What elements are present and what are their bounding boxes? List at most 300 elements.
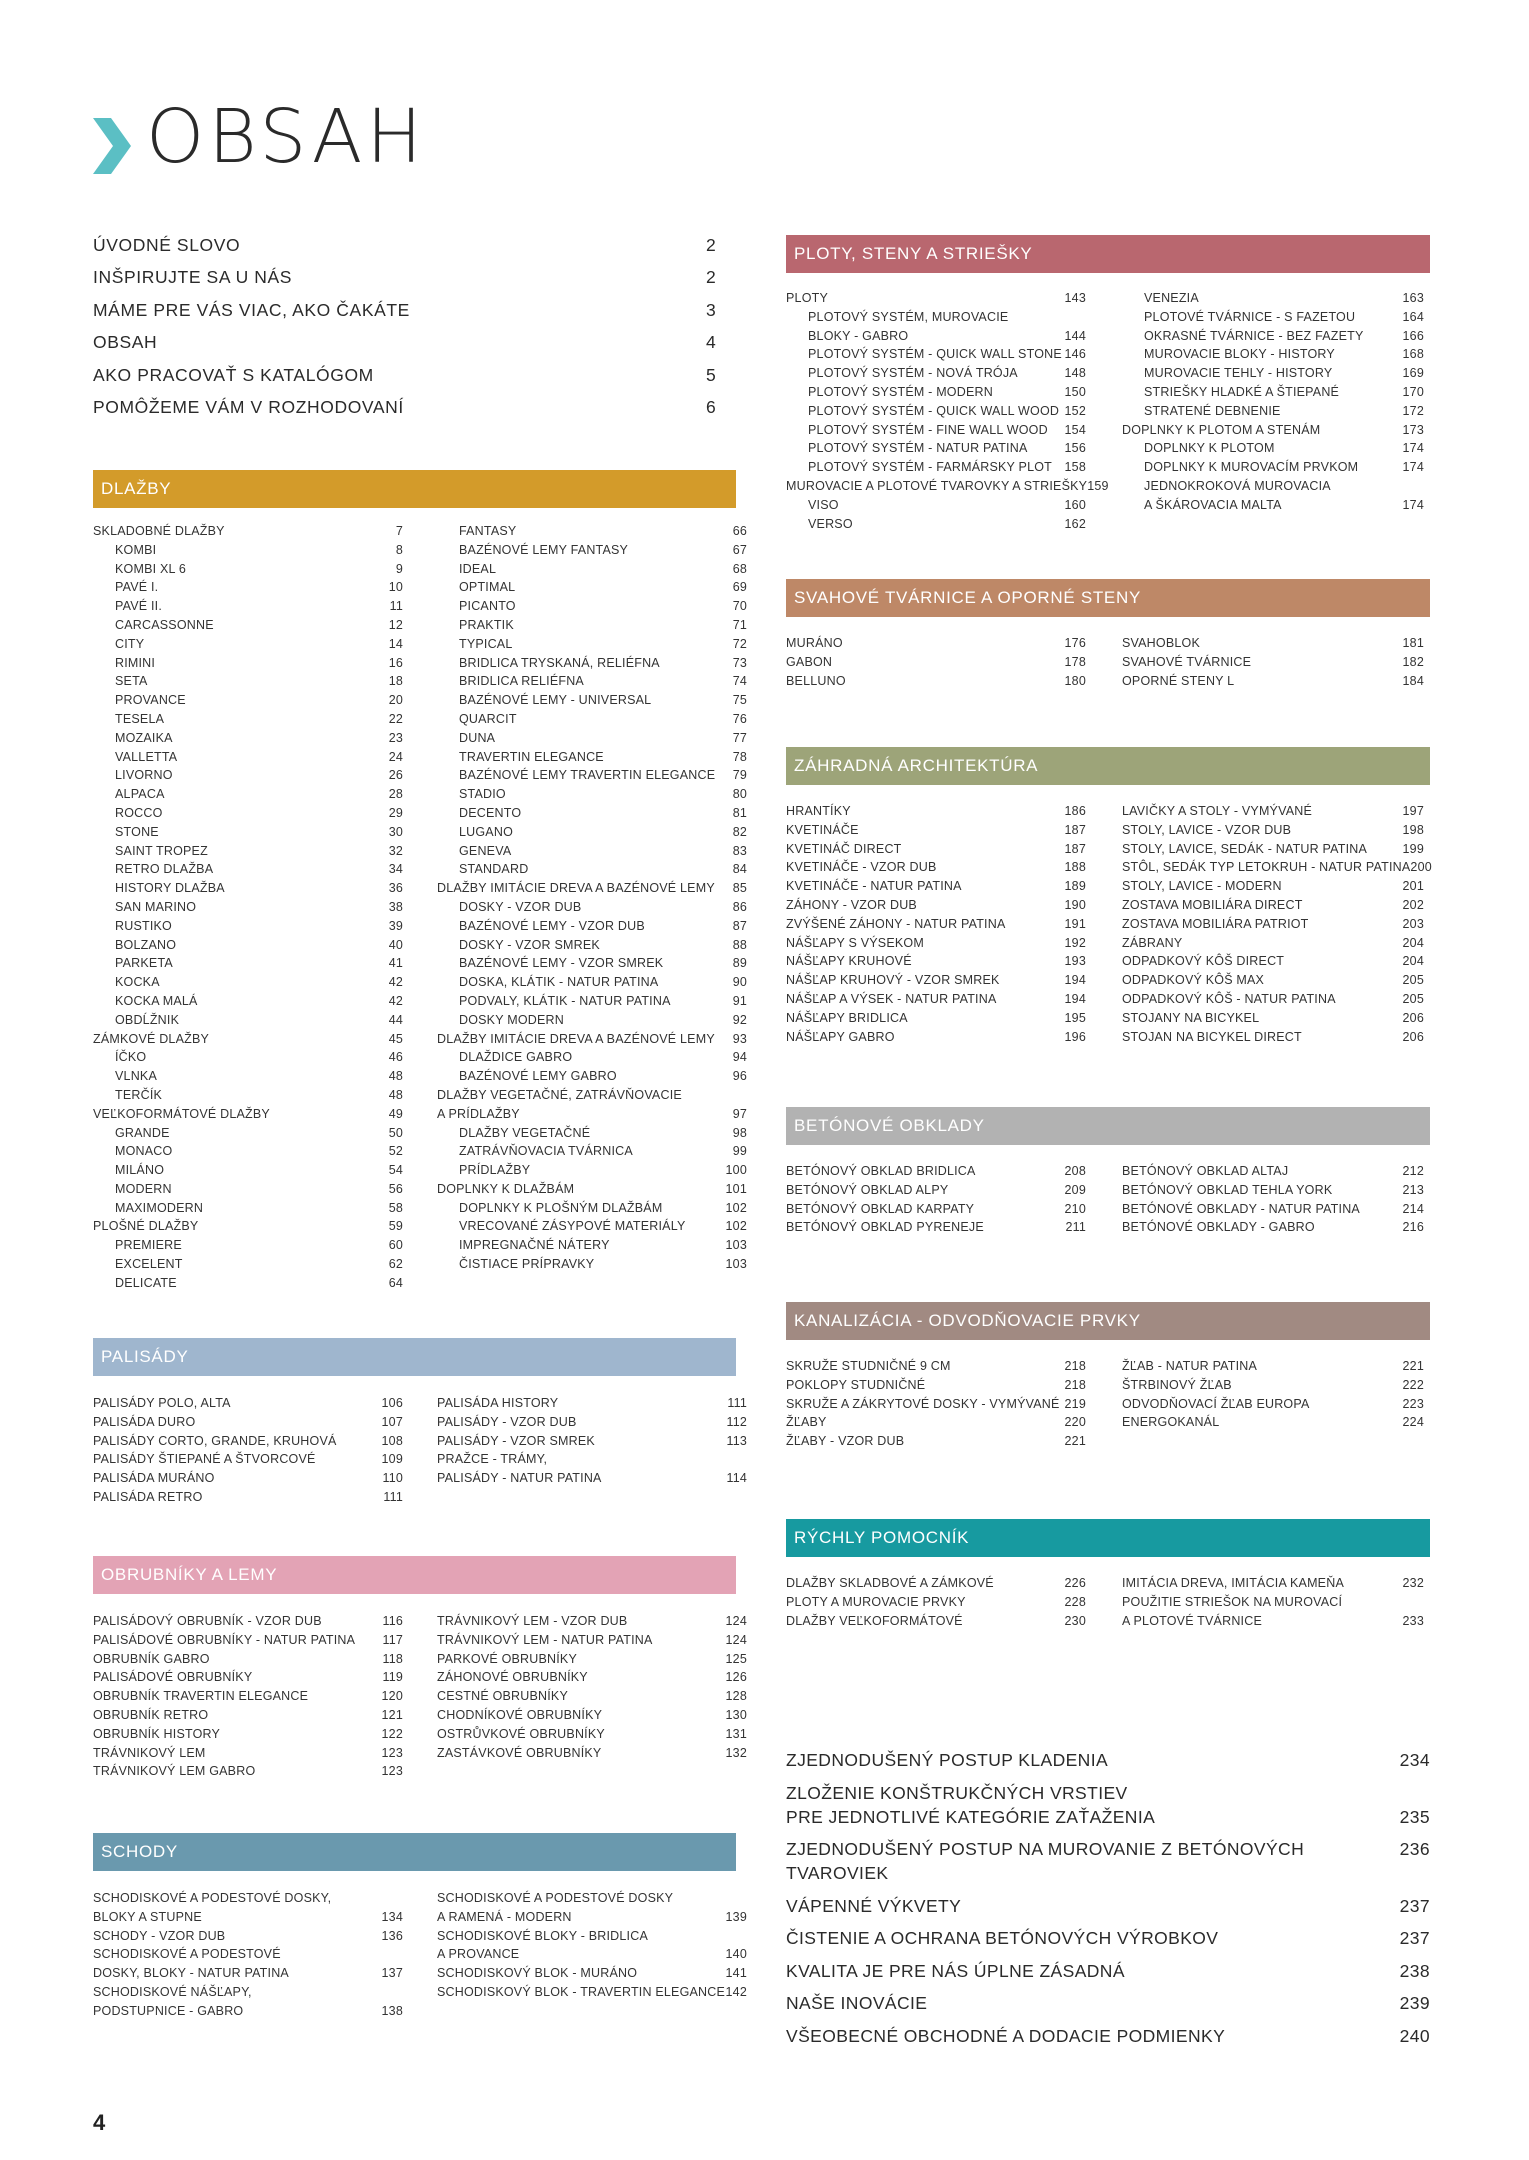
toc-entry[interactable] <box>437 842 747 861</box>
toc-entry-title: ÚVODNÉ SLOVO <box>93 235 241 255</box>
toc-entry[interactable] <box>93 879 403 898</box>
toc-entry[interactable] <box>1122 971 1424 990</box>
toc-entry[interactable] <box>93 1469 403 1488</box>
toc-entry[interactable] <box>1122 289 1424 308</box>
toc-entry-title: TRÁVNIKOVÝ LEM - NATUR PATINA <box>437 1632 653 1647</box>
toc-entry[interactable] <box>437 1612 747 1631</box>
toc-entry[interactable] <box>786 515 1086 534</box>
toc-entry[interactable] <box>437 1450 747 1469</box>
toc-entry[interactable] <box>437 1255 747 1274</box>
toc-entry[interactable] <box>1122 952 1424 971</box>
toc-entry[interactable] <box>437 578 747 597</box>
toc-entry[interactable] <box>786 1413 1086 1432</box>
toc-entry[interactable] <box>93 522 403 541</box>
toc-entry[interactable] <box>786 308 1086 327</box>
toc-entry[interactable] <box>93 917 403 936</box>
toc-entry[interactable] <box>437 1161 747 1180</box>
toc-entry[interactable] <box>93 898 403 917</box>
toc-entry[interactable] <box>437 898 747 917</box>
toc-entry[interactable] <box>93 1011 403 1030</box>
toc-entry[interactable] <box>93 235 736 267</box>
toc-entry[interactable] <box>93 1927 403 1946</box>
toc-entry[interactable] <box>437 973 747 992</box>
toc-entry[interactable] <box>786 1612 1086 1631</box>
section-header-betonove <box>786 1107 1430 1145</box>
toc-entry[interactable] <box>786 289 1086 308</box>
toc-entry[interactable] <box>1122 990 1424 1009</box>
toc-entry[interactable] <box>437 1048 747 1067</box>
toc-entry-title: STÔL, SEDÁK TYP LETOKRUH - NATUR PATINA <box>1122 860 1411 875</box>
toc-entry[interactable] <box>786 2024 1430 2048</box>
toc-entry[interactable] <box>437 1687 747 1706</box>
toc-entry-title: BELLUNO <box>786 673 846 688</box>
toc-entry[interactable] <box>93 729 403 748</box>
toc-entry-title: MUROVACIE BLOKY - HISTORY <box>1144 347 1335 362</box>
toc-entry[interactable] <box>93 267 736 299</box>
toc-entry[interactable] <box>93 1889 403 1908</box>
toc-entry-page: 117 <box>382 1632 403 1647</box>
toc-entry[interactable] <box>786 402 1086 421</box>
toc-entry[interactable] <box>93 1945 403 1964</box>
toc-entry-title: PLOŠNÉ DLAŽBY <box>93 1219 199 1234</box>
toc-entry-page: 18 <box>388 674 403 689</box>
toc-entry[interactable] <box>786 952 1086 971</box>
toc-entry[interactable] <box>437 1964 747 1983</box>
toc-entry[interactable] <box>93 710 403 729</box>
toc-entry[interactable] <box>437 1142 747 1161</box>
toc-entry-page: 58 <box>388 1200 403 1215</box>
toc-entry-page: 74 <box>732 674 747 689</box>
toc-entry-page: 168 <box>1402 347 1424 362</box>
toc-entry[interactable] <box>93 860 403 879</box>
toc-entry[interactable] <box>1122 496 1424 515</box>
toc-entry-title: NÁŠĽAPY GABRO <box>786 1029 895 1044</box>
section-title: ZÁHRADNÁ ARCHITEKTÚRA <box>794 756 1039 775</box>
toc-entry[interactable] <box>786 458 1086 477</box>
toc-entry[interactable] <box>786 1894 1430 1918</box>
toc-entry[interactable] <box>437 729 747 748</box>
toc-entry-page: 48 <box>388 1069 403 1084</box>
toc-entry[interactable] <box>786 364 1086 383</box>
toc-entry[interactable] <box>1122 1357 1424 1376</box>
toc-entry-title: OKRASNÉ TVÁRNICE - BEZ FAZETY <box>1144 328 1364 343</box>
toc-entry-page: 88 <box>732 937 747 952</box>
toc-entry[interactable] <box>437 1631 747 1650</box>
toc-entry[interactable] <box>437 672 747 691</box>
toc-entry-title: PALISÁDOVÉ OBRUBNÍKY - NATUR PATINA <box>93 1632 356 1647</box>
toc-entry[interactable] <box>93 842 403 861</box>
toc-entry[interactable] <box>786 634 1086 653</box>
toc-entry[interactable] <box>437 1413 747 1432</box>
toc-entry[interactable] <box>1122 308 1424 327</box>
toc-entry[interactable] <box>437 879 747 898</box>
toc-entry[interactable] <box>93 1236 403 1255</box>
toc-entry[interactable] <box>437 1889 747 1908</box>
toc-entry[interactable] <box>786 1009 1086 1028</box>
toc-entry[interactable] <box>786 858 1086 877</box>
toc-entry-title: VŠEOBECNÉ OBCHODNÉ A DODACIE PODMIENKY <box>786 2025 1226 2046</box>
toc-entry[interactable] <box>437 1432 747 1451</box>
toc-entry[interactable] <box>1122 421 1424 440</box>
toc-entry[interactable] <box>93 1142 403 1161</box>
toc-entry[interactable] <box>786 653 1086 672</box>
toc-entry[interactable] <box>93 1217 403 1236</box>
toc-entry[interactable] <box>786 1837 1430 1885</box>
toc-entry[interactable] <box>786 915 1086 934</box>
toc-entry[interactable] <box>1122 1413 1424 1432</box>
toc-entry[interactable] <box>786 1395 1086 1414</box>
toc-entry[interactable] <box>93 992 403 1011</box>
toc-entry-page: 148 <box>1064 366 1086 381</box>
toc-entry[interactable] <box>437 1983 747 2002</box>
toc-entry[interactable] <box>1122 672 1424 691</box>
toc-entry[interactable] <box>1122 439 1424 458</box>
toc-entry-page <box>727 1450 747 1469</box>
toc-entry[interactable] <box>93 1086 403 1105</box>
toc-entry[interactable] <box>93 1105 403 1124</box>
toc-entry[interactable] <box>93 785 403 804</box>
toc-entry-title: EXCELENT <box>115 1257 183 1272</box>
toc-entry[interactable] <box>786 1959 1430 1983</box>
toc-entry[interactable] <box>93 1432 403 1451</box>
toc-entry[interactable] <box>786 1574 1086 1593</box>
toc-entry[interactable] <box>437 1199 747 1218</box>
toc-entry[interactable] <box>786 383 1086 402</box>
toc-entry[interactable] <box>437 766 747 785</box>
toc-entry-page: 60 <box>388 1238 403 1253</box>
toc-entry[interactable] <box>786 990 1086 1009</box>
toc-entry-page: 82 <box>732 824 747 839</box>
toc-entry[interactable] <box>786 496 1086 515</box>
toc-entry[interactable] <box>1122 383 1424 402</box>
toc-entry-title: KOMBI <box>115 542 157 557</box>
toc-entry[interactable] <box>93 1488 403 1507</box>
toc-entry-title: DLAŽBY VEGETAČNÉ, ZATRÁVŇOVACIE <box>437 1087 682 1102</box>
toc-entry[interactable] <box>786 1181 1086 1200</box>
toc-entry[interactable] <box>1122 653 1424 672</box>
toc-entry[interactable] <box>93 560 403 579</box>
toc-entry-title: ENERGOKANÁL <box>1122 1415 1220 1430</box>
toc-entry-title: KVETINÁČ DIRECT <box>786 841 902 856</box>
toc-entry[interactable] <box>93 804 403 823</box>
toc-column <box>437 522 747 1274</box>
toc-entry-title: VERSO <box>808 516 853 531</box>
toc-entry[interactable] <box>93 1394 403 1413</box>
toc-entry-title: MOZAIKA <box>115 730 173 745</box>
toc-entry-page: 138 <box>381 2003 403 2018</box>
toc-entry[interactable] <box>437 1067 747 1086</box>
toc-entry[interactable] <box>93 954 403 973</box>
toc-entry-title: BETÓNOVÝ OBKLAD ALTAJ <box>1122 1164 1289 1178</box>
toc-entry[interactable] <box>437 785 747 804</box>
toc-entry[interactable] <box>786 840 1086 859</box>
toc-entry[interactable] <box>1122 1162 1424 1181</box>
toc-entry-page: 144 <box>1064 328 1086 343</box>
toc-entry[interactable] <box>786 1357 1086 1376</box>
toc-entry[interactable] <box>437 1180 747 1199</box>
toc-entry[interactable] <box>786 971 1086 990</box>
toc-entry[interactable] <box>93 1199 403 1218</box>
toc-entry[interactable] <box>93 365 736 397</box>
toc-entry[interactable] <box>93 1067 403 1086</box>
toc-entry-title: OBRUBNÍK TRAVERTIN ELEGANCE <box>93 1689 309 1704</box>
toc-entry[interactable] <box>1122 840 1424 859</box>
toc-entry[interactable] <box>786 1218 1086 1237</box>
toc-entry[interactable] <box>1122 1028 1424 1047</box>
toc-entry[interactable] <box>437 1744 747 1763</box>
toc-entry[interactable] <box>93 1631 403 1650</box>
toc-entry[interactable] <box>1122 1200 1424 1219</box>
toc-entry[interactable] <box>437 541 747 560</box>
toc-entry[interactable] <box>437 1086 747 1105</box>
toc-entry-page: 139 <box>725 1909 747 1924</box>
toc-entry[interactable] <box>437 748 747 767</box>
toc-entry[interactable] <box>1122 1574 1424 1593</box>
toc-entry[interactable] <box>1122 477 1424 496</box>
toc-entry-title: PALISÁDA RETRO <box>93 1489 203 1504</box>
toc-entry[interactable] <box>1122 1181 1424 1200</box>
toc-column <box>93 1612 403 1781</box>
toc-entry[interactable] <box>1122 896 1424 915</box>
toc-entry[interactable] <box>93 1274 403 1293</box>
toc-entry[interactable] <box>437 691 747 710</box>
toc-entry[interactable] <box>93 1706 403 1725</box>
toc-entry[interactable] <box>93 397 736 429</box>
toc-entry[interactable] <box>1122 877 1424 896</box>
toc-entry-title: BAZÉNOVÉ LEMY GABRO <box>459 1069 617 1084</box>
toc-entry[interactable] <box>786 1748 1430 1772</box>
toc-entry[interactable] <box>93 973 403 992</box>
toc-entry-page: 89 <box>732 956 747 971</box>
toc-entry[interactable] <box>437 1927 747 1946</box>
toc-entry[interactable] <box>93 936 403 955</box>
toc-entry[interactable] <box>1122 915 1424 934</box>
toc-entry[interactable] <box>93 300 736 332</box>
toc-entry[interactable] <box>437 597 747 616</box>
toc-entry[interactable] <box>93 1255 403 1274</box>
toc-entry[interactable] <box>786 1593 1086 1612</box>
toc-entry[interactable] <box>1122 802 1424 821</box>
toc-entry-page: 202 <box>1402 897 1424 912</box>
toc-entry[interactable] <box>437 1236 747 1255</box>
toc-entry[interactable] <box>786 345 1086 364</box>
toc-entry-page: 209 <box>1064 1182 1086 1197</box>
toc-entry[interactable] <box>437 860 747 879</box>
toc-entry-title: ROCCO <box>115 805 163 820</box>
toc-entry[interactable] <box>437 1725 747 1744</box>
toc-entry[interactable] <box>786 802 1086 821</box>
toc-entry-page: 52 <box>388 1144 403 1159</box>
toc-entry[interactable] <box>93 541 403 560</box>
toc-entry-page: 100 <box>725 1163 747 1178</box>
toc-entry[interactable] <box>93 2002 403 2021</box>
toc-entry[interactable] <box>93 1964 403 1983</box>
toc-entry-title: OBRUBNÍK RETRO <box>93 1707 209 1722</box>
toc-entry[interactable] <box>437 1668 747 1687</box>
toc-entry[interactable] <box>93 748 403 767</box>
toc-entry-page: 36 <box>388 881 403 896</box>
toc-entry[interactable] <box>1122 1395 1424 1414</box>
toc-entry[interactable] <box>437 560 747 579</box>
toc-entry[interactable] <box>93 1161 403 1180</box>
toc-entry-title: A ŠKÁROVACIA MALTA <box>1144 497 1282 512</box>
toc-entry[interactable] <box>437 654 747 673</box>
toc-entry[interactable] <box>437 1706 747 1725</box>
toc-entry[interactable] <box>437 1011 747 1030</box>
toc-entry[interactable] <box>93 1124 403 1143</box>
toc-entry[interactable] <box>786 477 1109 496</box>
toc-entry[interactable] <box>1122 327 1424 346</box>
toc-entry[interactable] <box>786 877 1086 896</box>
toc-entry[interactable] <box>93 1413 403 1432</box>
toc-entry[interactable] <box>786 1162 1086 1181</box>
toc-entry[interactable] <box>1122 1376 1424 1395</box>
toc-entry[interactable] <box>1122 1612 1424 1631</box>
toc-column <box>1122 802 1432 1046</box>
toc-entry[interactable] <box>93 1450 403 1469</box>
toc-entry[interactable] <box>786 1376 1086 1395</box>
toc-entry[interactable] <box>93 1908 403 1927</box>
toc-entry[interactable] <box>786 1432 1086 1451</box>
toc-entry[interactable] <box>93 1983 403 2002</box>
toc-entry[interactable] <box>93 823 403 842</box>
toc-entry[interactable] <box>93 1725 403 1744</box>
toc-entry-page: 196 <box>1064 1029 1086 1044</box>
toc-entry[interactable] <box>1122 1009 1424 1028</box>
toc-entry[interactable] <box>93 1762 403 1781</box>
toc-entry[interactable] <box>1122 364 1424 383</box>
toc-entry[interactable] <box>437 635 747 654</box>
toc-entry[interactable] <box>437 522 747 541</box>
toc-entry-page <box>727 1086 747 1105</box>
toc-entry[interactable] <box>786 421 1086 440</box>
toc-entry[interactable] <box>1122 934 1424 953</box>
toc-entry[interactable] <box>437 1217 747 1236</box>
toc-entry[interactable] <box>786 1991 1430 2015</box>
toc-entry[interactable] <box>93 1048 403 1067</box>
toc-entry[interactable] <box>437 1030 747 1049</box>
toc-entry[interactable] <box>93 1744 403 1763</box>
toc-entry[interactable] <box>1122 821 1424 840</box>
toc-entry-page: 224 <box>1402 1415 1424 1430</box>
toc-entry[interactable] <box>93 597 403 616</box>
toc-entry[interactable] <box>437 710 747 729</box>
toc-entry[interactable] <box>437 992 747 1011</box>
toc-entry[interactable] <box>786 896 1086 915</box>
toc-entry[interactable] <box>93 616 403 635</box>
toc-entry[interactable] <box>437 1469 747 1488</box>
toc-entry[interactable] <box>437 1650 747 1669</box>
toc-entry[interactable] <box>437 823 747 842</box>
toc-entry-title: OBRUBNÍK HISTORY <box>93 1726 221 1741</box>
toc-entry[interactable] <box>786 327 1086 346</box>
toc-entry[interactable] <box>786 1781 1430 1829</box>
toc-entry[interactable] <box>786 934 1086 953</box>
toc-entry[interactable] <box>786 1200 1086 1219</box>
toc-entry[interactable] <box>93 672 403 691</box>
toc-entry[interactable] <box>437 954 747 973</box>
toc-entry[interactable] <box>93 1180 403 1199</box>
section-title: RÝCHLY POMOCNÍK <box>794 1528 970 1547</box>
toc-entry-page: 164 <box>1402 309 1424 324</box>
toc-entry-title: CITY <box>115 636 145 651</box>
toc-entry-title: BAZÉNOVÉ LEMY - UNIVERSAL <box>459 693 652 708</box>
toc-entry[interactable] <box>786 1028 1086 1047</box>
toc-entry-line <box>786 2024 1430 2048</box>
toc-column <box>786 289 1109 533</box>
section-title: BETÓNOVÉ OBKLADY <box>794 1116 985 1135</box>
toc-entry-page: 59 <box>388 1219 403 1234</box>
toc-entry[interactable] <box>93 1612 403 1631</box>
toc-entry[interactable] <box>1122 634 1424 653</box>
toc-entry[interactable] <box>93 1687 403 1706</box>
toc-entry[interactable] <box>437 1394 747 1413</box>
toc-entry[interactable] <box>1122 1593 1424 1612</box>
toc-column <box>786 634 1086 690</box>
toc-entry-title: BAZÉNOVÉ LEMY - VZOR DUB <box>459 918 645 933</box>
toc-entry[interactable] <box>437 917 747 936</box>
toc-entry-page: 96 <box>732 1069 747 1084</box>
toc-entry[interactable] <box>93 766 403 785</box>
toc-column <box>786 1162 1086 1237</box>
toc-entry-title: DLAŽBY VEĽKOFORMÁTOVÉ <box>786 1613 963 1628</box>
toc-entry-title: ZATRÁVŇOVACIA TVÁRNICA <box>459 1144 633 1159</box>
toc-entry[interactable] <box>1122 402 1424 421</box>
toc-entry-title: SCHODISKOVÝ BLOK - TRAVERTIN ELEGANCE <box>437 1984 726 1999</box>
toc-entry[interactable] <box>1122 458 1424 477</box>
toc-entry-title: KVETINÁČE - VZOR DUB <box>786 860 937 875</box>
toc-entry[interactable] <box>1122 345 1424 364</box>
toc-entry-page: 124 <box>725 1632 747 1647</box>
toc-entry[interactable] <box>786 439 1086 458</box>
toc-entry-title: OBDĹŽNIK <box>115 1012 180 1027</box>
toc-entry[interactable] <box>93 1668 403 1687</box>
toc-entry[interactable] <box>437 1945 747 1964</box>
toc-entry-page: 195 <box>1064 1010 1086 1025</box>
toc-entry-page: 106 <box>381 1396 403 1410</box>
toc-entry[interactable] <box>93 654 403 673</box>
toc-entry[interactable] <box>437 936 747 955</box>
toc-entry[interactable] <box>1122 1218 1424 1237</box>
toc-entry[interactable] <box>93 578 403 597</box>
toc-entry[interactable] <box>786 821 1086 840</box>
toc-entry[interactable] <box>93 691 403 710</box>
toc-entry-page <box>383 1889 403 1908</box>
toc-entry[interactable] <box>93 635 403 654</box>
toc-entry[interactable] <box>786 672 1086 691</box>
toc-entry[interactable] <box>437 1908 747 1927</box>
toc-entry[interactable] <box>437 616 747 635</box>
toc-entry-title: DOPLNKY K PLOTOM A STENÁM <box>1122 422 1321 437</box>
toc-entry-title: PLOTOVÝ SYSTÉM - FARMÁRSKY PLOT <box>808 460 1052 475</box>
toc-entry-title: BLOKY - GABRO <box>808 328 909 343</box>
toc-entry-title: ODPADKOVÝ KÔŠ - NATUR PATINA <box>1122 991 1336 1006</box>
toc-entry[interactable] <box>93 1030 403 1049</box>
toc-entry-title: TERČÍK <box>115 1087 163 1102</box>
toc-entry-page: 123 <box>381 1764 403 1779</box>
toc-entry-title: VLNKA <box>115 1069 157 1084</box>
toc-entry[interactable] <box>437 1105 747 1124</box>
toc-entry[interactable] <box>1122 858 1432 877</box>
toc-entry-title: MUROVACIE A PLOTOVÉ TVAROVKY A STRIEŠKY <box>786 478 1088 493</box>
toc-entry[interactable] <box>93 1650 403 1669</box>
toc-entry[interactable] <box>786 1926 1430 1950</box>
toc-entry[interactable] <box>93 332 736 364</box>
toc-entry[interactable] <box>437 804 747 823</box>
toc-entry-title: VÁPENNÉ VÝKVETY <box>786 1895 962 1916</box>
toc-entry-title: PODSTUPNICE - GABRO <box>93 2003 244 2018</box>
toc-entry[interactable] <box>437 1124 747 1143</box>
